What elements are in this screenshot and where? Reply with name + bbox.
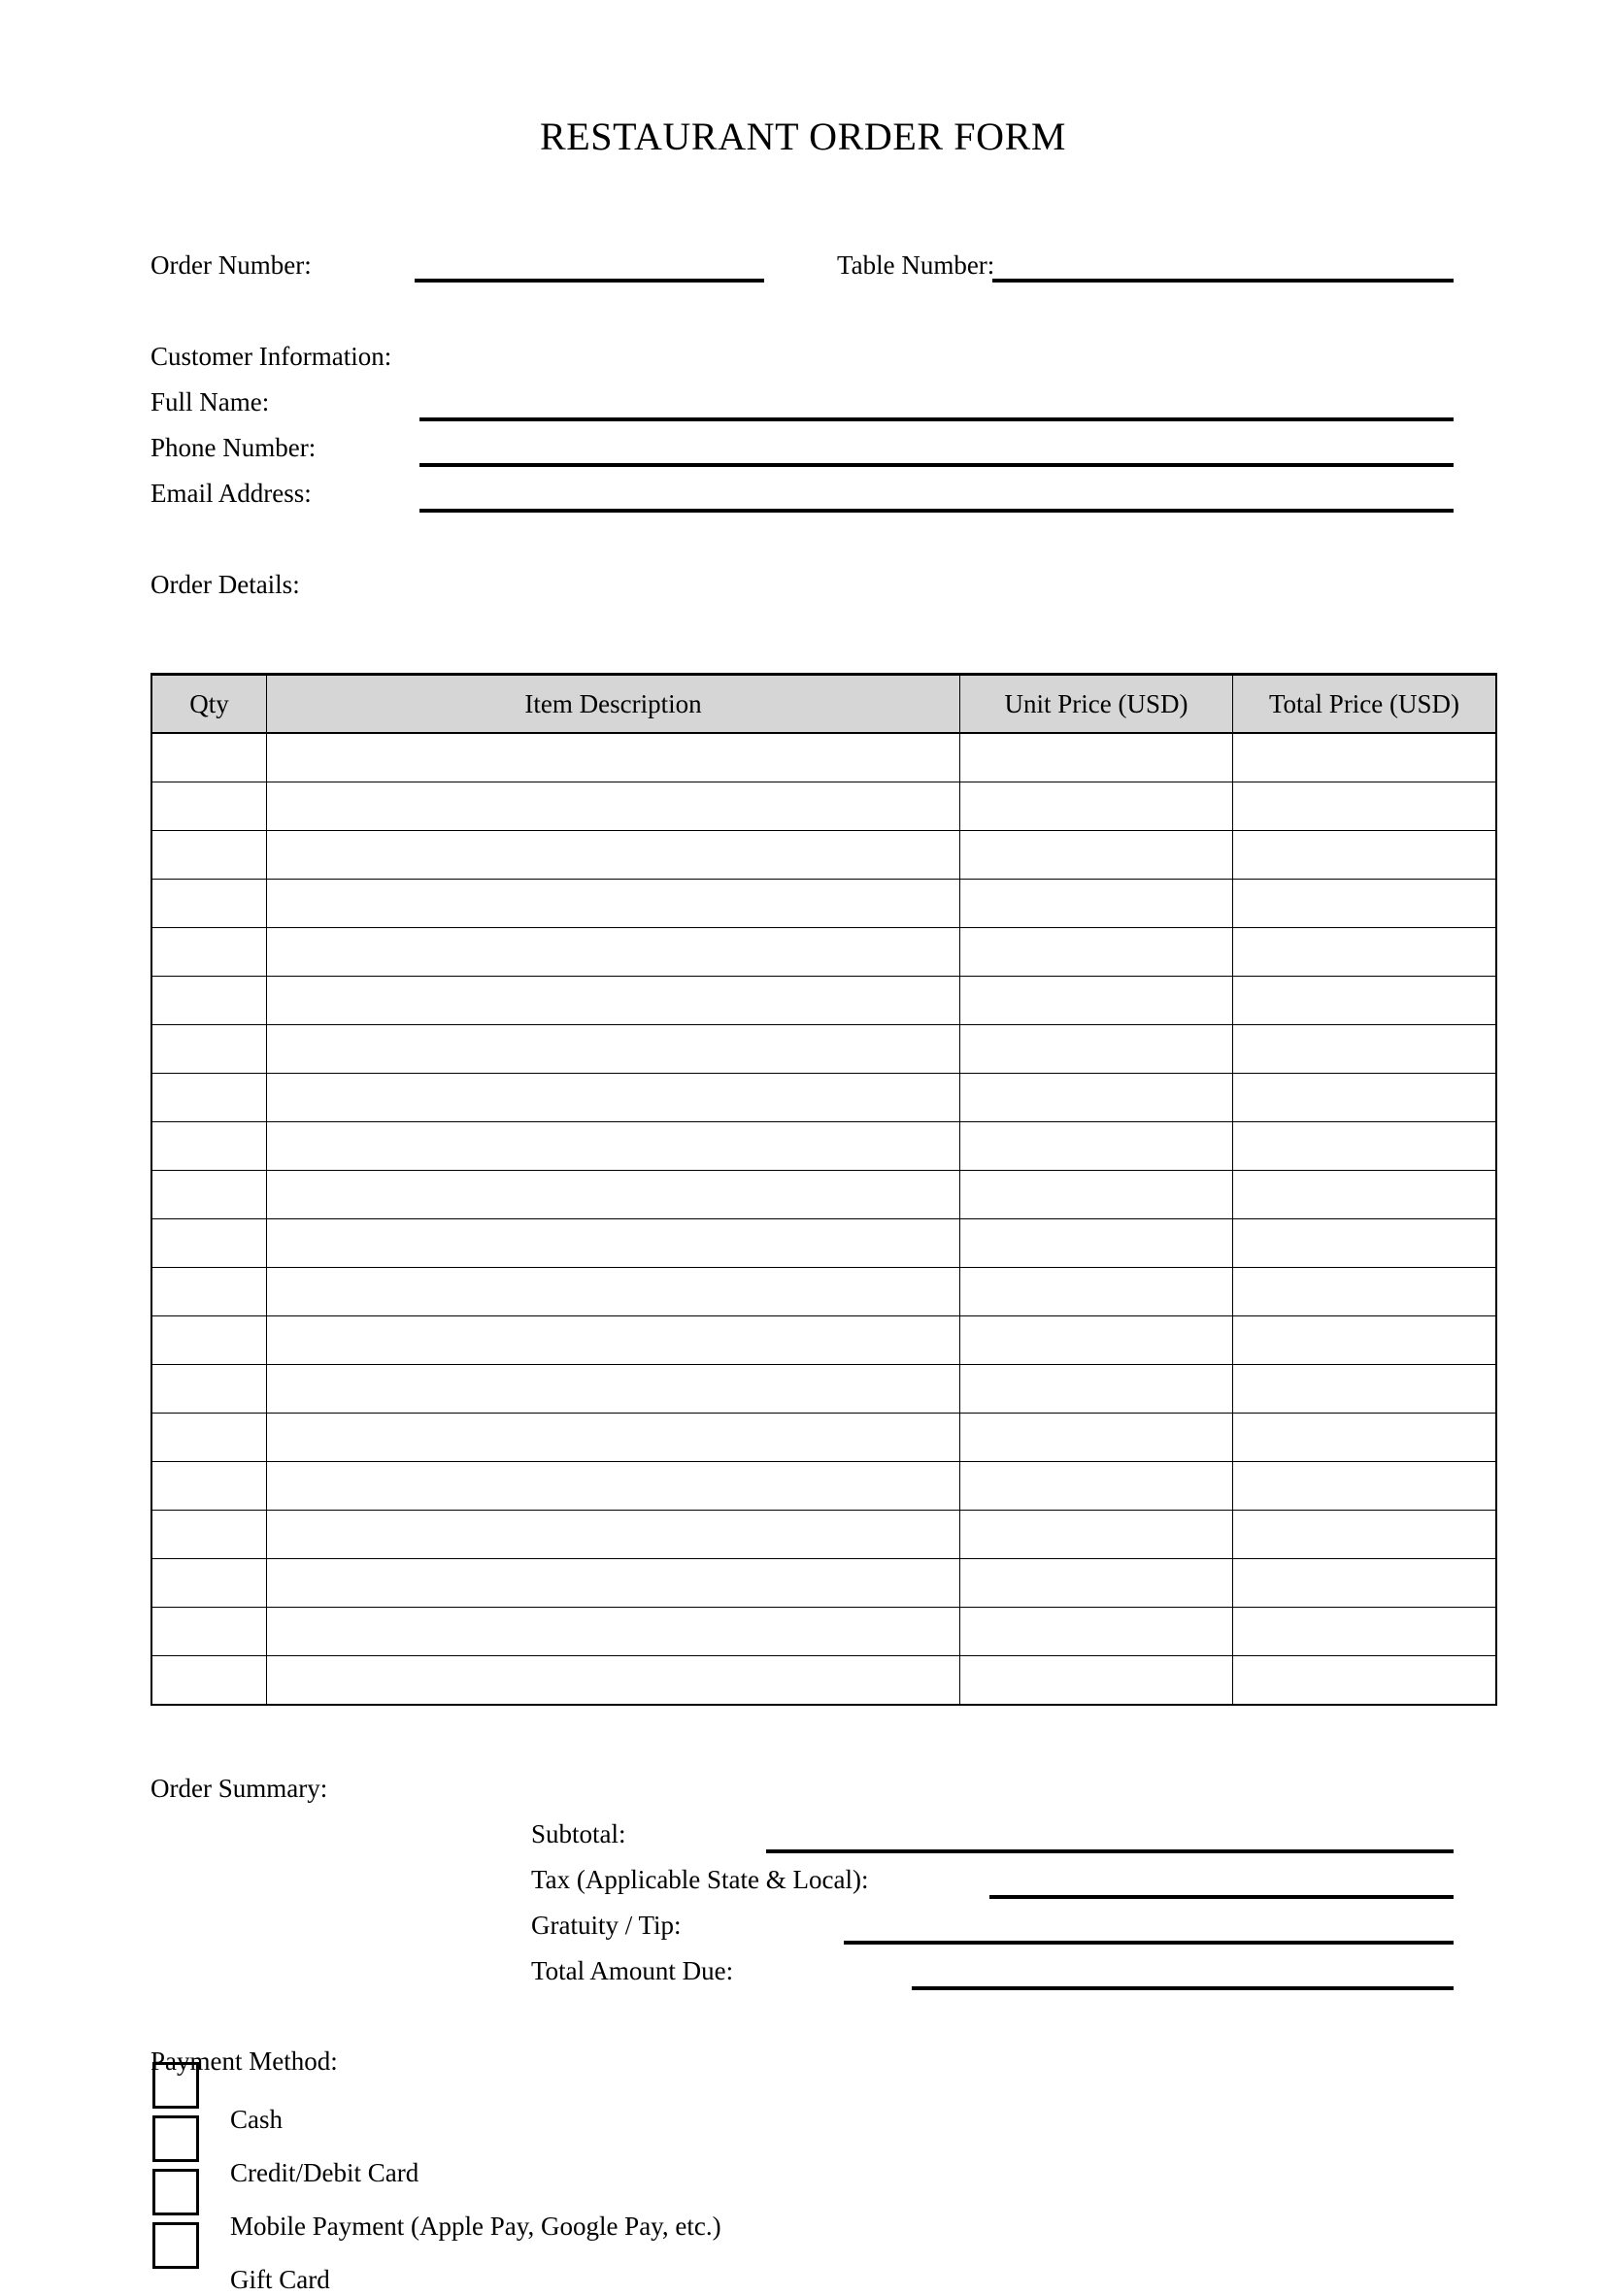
- email-address-input-line[interactable]: [419, 509, 1454, 513]
- cell-qty[interactable]: [151, 1268, 267, 1316]
- cell-qty[interactable]: [151, 1122, 267, 1171]
- total-amount-due-input-line[interactable]: [912, 1986, 1454, 1990]
- cell-total-price[interactable]: [1233, 1608, 1497, 1656]
- column-header-item-description: Item Description: [267, 675, 960, 734]
- table-row: [151, 1171, 1496, 1219]
- cell-qty[interactable]: [151, 1608, 267, 1656]
- cell-unit-price[interactable]: [960, 1559, 1233, 1608]
- email-address-label: Email Address:: [151, 479, 312, 508]
- cell-unit-price[interactable]: [960, 1074, 1233, 1122]
- cell-unit-price[interactable]: [960, 1608, 1233, 1656]
- cell-item-description[interactable]: [267, 1025, 960, 1074]
- cell-item-description[interactable]: [267, 1219, 960, 1268]
- cell-qty[interactable]: [151, 1365, 267, 1414]
- cell-qty[interactable]: [151, 1219, 267, 1268]
- cell-total-price[interactable]: [1233, 1268, 1497, 1316]
- table-row: [151, 1074, 1496, 1122]
- cell-unit-price[interactable]: [960, 1365, 1233, 1414]
- cell-qty[interactable]: [151, 1656, 267, 1706]
- cell-total-price[interactable]: [1233, 1316, 1497, 1365]
- table-row: [151, 1219, 1496, 1268]
- cell-item-description[interactable]: [267, 1559, 960, 1608]
- table-row: [151, 880, 1496, 928]
- cell-total-price[interactable]: [1233, 1559, 1497, 1608]
- table-row: [151, 1462, 1496, 1511]
- gratuity-input-line[interactable]: [844, 1941, 1454, 1945]
- cell-total-price[interactable]: [1233, 1122, 1497, 1171]
- payment-option-label-credit-debit-card: Credit/Debit Card: [230, 2158, 419, 2187]
- cell-item-description[interactable]: [267, 831, 960, 880]
- cell-qty[interactable]: [151, 831, 267, 880]
- payment-option-label-cash: Cash: [230, 2105, 283, 2134]
- table-row: [151, 1025, 1496, 1074]
- cell-total-price[interactable]: [1233, 782, 1497, 831]
- payment-method-heading: Payment Method:: [151, 2046, 338, 2076]
- cell-item-description[interactable]: [267, 1462, 960, 1511]
- order-number-input-line[interactable]: [415, 279, 764, 283]
- table-row: [151, 928, 1496, 977]
- table-row: [151, 1414, 1496, 1462]
- cell-total-price[interactable]: [1233, 1171, 1497, 1219]
- cell-total-price[interactable]: [1233, 880, 1497, 928]
- cell-item-description[interactable]: [267, 1074, 960, 1122]
- page-title: RESTAURANT ORDER FORM: [539, 115, 1067, 158]
- cell-qty[interactable]: [151, 782, 267, 831]
- checkbox-cash[interactable]: [152, 2062, 199, 2109]
- cell-item-description[interactable]: [267, 1511, 960, 1559]
- cell-item-description[interactable]: [267, 782, 960, 831]
- cell-qty[interactable]: [151, 880, 267, 928]
- full-name-label: Full Name:: [151, 387, 270, 416]
- cell-unit-price[interactable]: [960, 1316, 1233, 1365]
- cell-item-description[interactable]: [267, 880, 960, 928]
- cell-unit-price[interactable]: [960, 1219, 1233, 1268]
- cell-qty[interactable]: [151, 928, 267, 977]
- table-row: [151, 1268, 1496, 1316]
- checkbox-credit-debit-card[interactable]: [152, 2115, 199, 2162]
- cell-total-price[interactable]: [1233, 1511, 1497, 1559]
- table-row: [151, 977, 1496, 1025]
- cell-qty[interactable]: [151, 733, 267, 782]
- cell-total-price[interactable]: [1233, 1462, 1497, 1511]
- cell-qty[interactable]: [151, 977, 267, 1025]
- cell-item-description[interactable]: [267, 1316, 960, 1365]
- cell-unit-price[interactable]: [960, 831, 1233, 880]
- cell-unit-price[interactable]: [960, 1122, 1233, 1171]
- cell-total-price[interactable]: [1233, 1074, 1497, 1122]
- payment-option-label-mobile-payment: Mobile Payment (Apple Pay, Google Pay, etc.): [230, 2212, 721, 2241]
- cell-qty[interactable]: [151, 1511, 267, 1559]
- table-row: [151, 782, 1496, 831]
- cell-qty[interactable]: [151, 1025, 267, 1074]
- cell-item-description[interactable]: [267, 733, 960, 782]
- cell-qty[interactable]: [151, 1171, 267, 1219]
- cell-qty[interactable]: [151, 1462, 267, 1511]
- cell-unit-price[interactable]: [960, 1462, 1233, 1511]
- cell-item-description[interactable]: [267, 1268, 960, 1316]
- column-header-unit-price: Unit Price (USD): [960, 675, 1233, 734]
- cell-item-description[interactable]: [267, 928, 960, 977]
- order-details-heading: Order Details:: [151, 570, 300, 599]
- cell-item-description[interactable]: [267, 1365, 960, 1414]
- cell-total-price[interactable]: [1233, 1414, 1497, 1462]
- cell-item-description[interactable]: [267, 977, 960, 1025]
- cell-total-price[interactable]: [1233, 1025, 1497, 1074]
- phone-number-input-line[interactable]: [419, 463, 1454, 467]
- cell-unit-price[interactable]: [960, 928, 1233, 977]
- cell-qty[interactable]: [151, 1559, 267, 1608]
- table-row: [151, 1511, 1496, 1559]
- cell-qty[interactable]: [151, 1074, 267, 1122]
- table-row: [151, 1608, 1496, 1656]
- cell-unit-price[interactable]: [960, 880, 1233, 928]
- table-number-input-line[interactable]: [992, 279, 1454, 283]
- gratuity-label: Gratuity / Tip:: [531, 1911, 682, 1940]
- table-number-label: Table Number:: [837, 250, 995, 280]
- order-items-table-body: [151, 733, 1496, 1705]
- cell-qty[interactable]: [151, 1414, 267, 1462]
- tax-input-line[interactable]: [989, 1895, 1454, 1899]
- column-header-total-price: Total Price (USD): [1233, 675, 1497, 734]
- checkbox-gift-card[interactable]: [152, 2222, 199, 2269]
- table-row: [151, 1656, 1496, 1706]
- cell-unit-price[interactable]: [960, 1656, 1233, 1706]
- table-row: [151, 1122, 1496, 1171]
- table-header-row: [151, 675, 1496, 734]
- order-items-table: [151, 673, 1497, 1706]
- customer-information-heading: Customer Information:: [151, 342, 392, 371]
- table-row: [151, 1559, 1496, 1608]
- cell-unit-price[interactable]: [960, 1171, 1233, 1219]
- cell-total-price[interactable]: [1233, 977, 1497, 1025]
- subtotal-input-line[interactable]: [766, 1849, 1454, 1853]
- checkbox-mobile-payment[interactable]: [152, 2169, 199, 2215]
- subtotal-label: Subtotal:: [531, 1819, 626, 1848]
- order-items-table-head: [151, 675, 1496, 734]
- cell-unit-price[interactable]: [960, 1414, 1233, 1462]
- cell-total-price[interactable]: [1233, 733, 1497, 782]
- cell-item-description[interactable]: [267, 1122, 960, 1171]
- full-name-input-line[interactable]: [419, 417, 1454, 421]
- cell-total-price[interactable]: [1233, 1365, 1497, 1414]
- cell-unit-price[interactable]: [960, 1511, 1233, 1559]
- tax-label: Tax (Applicable State & Local):: [531, 1865, 869, 1894]
- cell-unit-price[interactable]: [960, 1025, 1233, 1074]
- cell-unit-price[interactable]: [960, 733, 1233, 782]
- cell-item-description[interactable]: [267, 1414, 960, 1462]
- table-row: [151, 1316, 1496, 1365]
- phone-number-label: Phone Number:: [151, 433, 317, 462]
- cell-total-price[interactable]: [1233, 1656, 1497, 1706]
- cell-item-description[interactable]: [267, 1656, 960, 1706]
- cell-unit-price[interactable]: [960, 977, 1233, 1025]
- cell-total-price[interactable]: [1233, 1219, 1497, 1268]
- order-number-label: Order Number:: [151, 250, 312, 280]
- table-row: [151, 831, 1496, 880]
- cell-item-description[interactable]: [267, 1608, 960, 1656]
- cell-unit-price[interactable]: [960, 1268, 1233, 1316]
- table-row: [151, 1365, 1496, 1414]
- column-header-qty: Qty: [151, 675, 267, 734]
- cell-total-price[interactable]: [1233, 928, 1497, 977]
- table-row: [151, 733, 1496, 782]
- payment-option-label-gift-card: Gift Card: [230, 2265, 330, 2294]
- cell-item-description[interactable]: [267, 1171, 960, 1219]
- cell-total-price[interactable]: [1233, 831, 1497, 880]
- cell-qty[interactable]: [151, 1316, 267, 1365]
- order-summary-heading: Order Summary:: [151, 1774, 328, 1803]
- cell-unit-price[interactable]: [960, 782, 1233, 831]
- total-amount-due-label: Total Amount Due:: [531, 1956, 734, 1985]
